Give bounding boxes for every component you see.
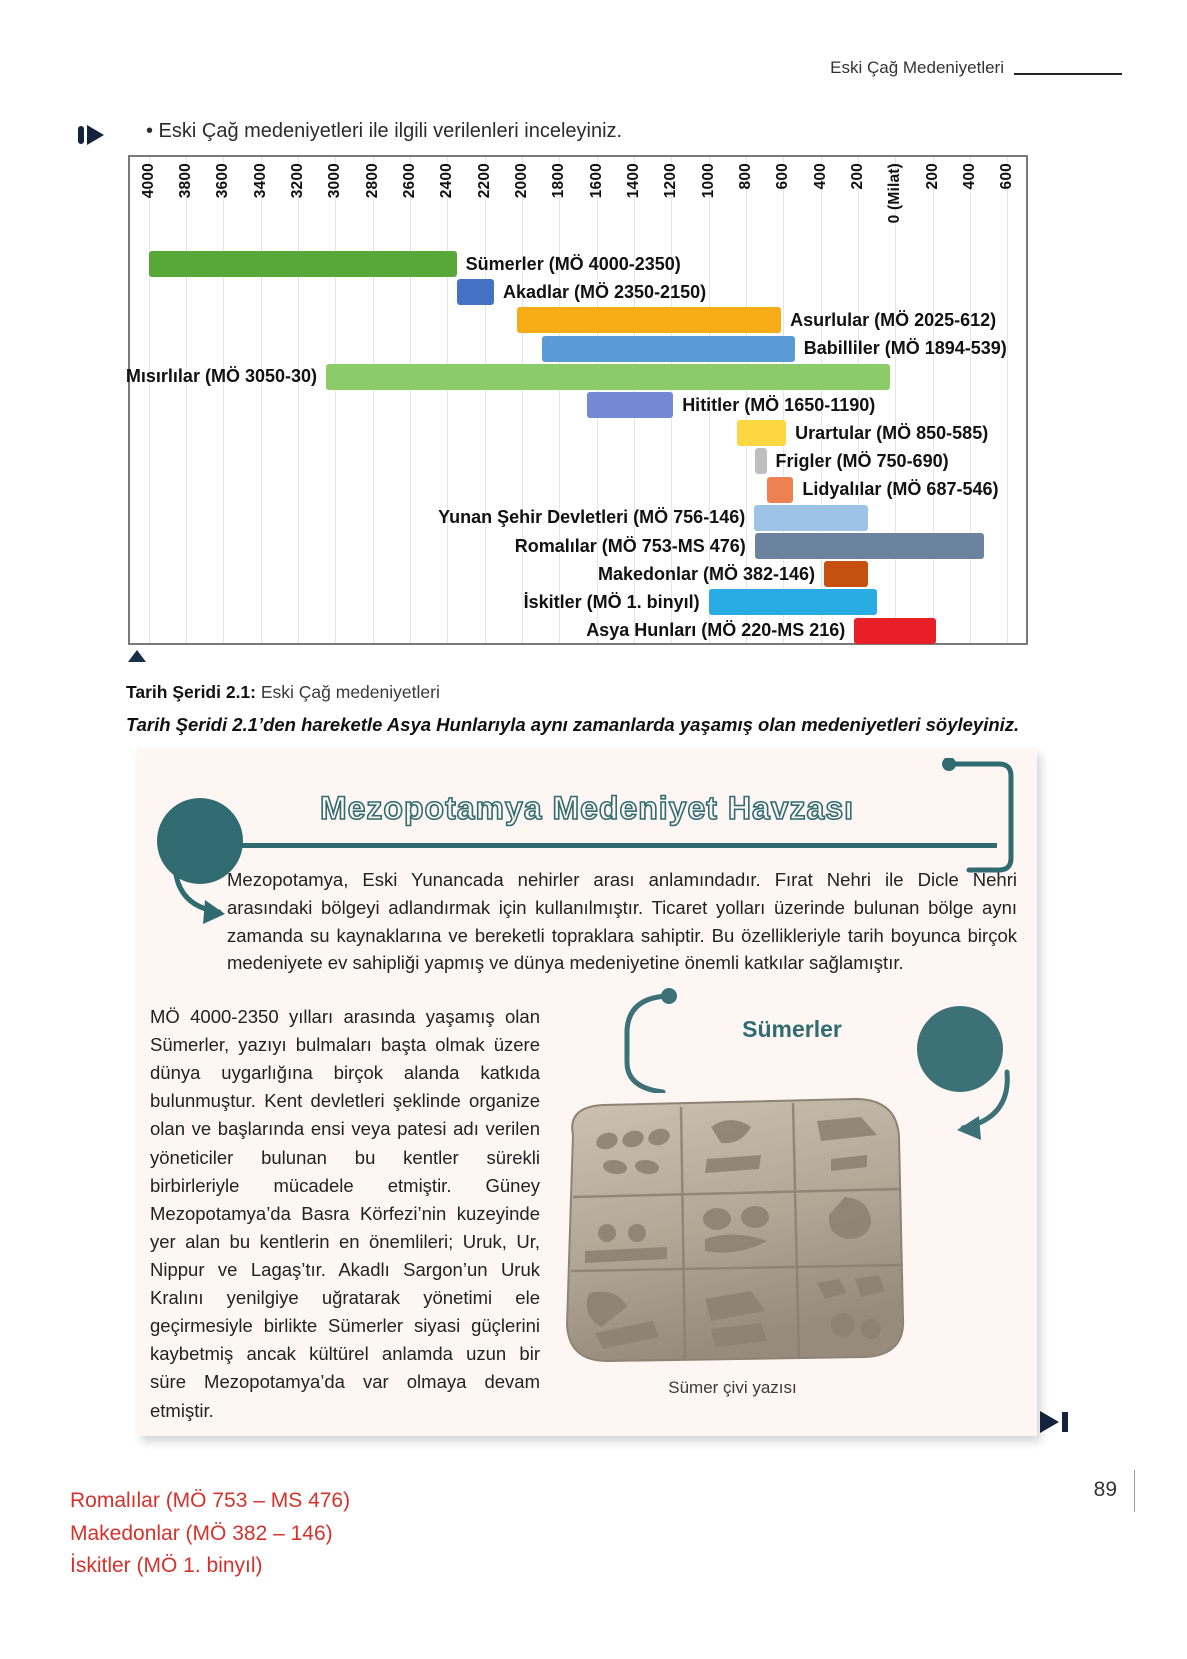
- red-annotation-line: İskitler (MÖ 1. binyıl): [70, 1554, 263, 1578]
- chart-bar-row: [130, 503, 1026, 533]
- axis-tick-label: 3600: [214, 163, 232, 199]
- axis-tick-label: 800: [737, 163, 754, 190]
- chart-bar: [854, 618, 935, 644]
- chart-bar-row: [130, 616, 1026, 646]
- figure-question: Tarih Şeridi 2.1’den hareketle Asya Hunlarıyla aynı zamanlarda yaşamış olan medeniyetleri söyleyiniz.: [126, 714, 1020, 735]
- chart-bar: [457, 279, 494, 305]
- axis-tick-label: 2600: [401, 163, 418, 199]
- chart-bar-row: [130, 587, 1026, 617]
- chart-bar-row: [130, 334, 1026, 364]
- running-head: [830, 58, 1122, 78]
- axis-tick-label: 2400: [438, 163, 456, 199]
- axis-tick-label: 1600: [587, 163, 605, 199]
- figure-caption-text: Eski Çağ medeniyetleri: [256, 682, 440, 702]
- sumerler-label: Sümerler: [742, 1016, 842, 1042]
- red-annotation-line: Makedonlar (MÖ 382 – 146): [70, 1521, 333, 1545]
- chart-bar-label: Frigler (MÖ 750-690): [775, 450, 949, 471]
- chart-bar-row: [130, 559, 1026, 589]
- chart-bar: [824, 561, 868, 587]
- axis-tick-label: 3000: [326, 163, 344, 199]
- chart-bar-row: [130, 305, 1026, 335]
- axis-tick-label: 400: [811, 163, 829, 190]
- chart-bar: [755, 533, 984, 559]
- chart-bar: [149, 251, 457, 277]
- curved-arrow-right-icon: [907, 1066, 1017, 1151]
- axis-tick-label: 1400: [625, 163, 642, 199]
- chart-bar-label: Romalılar (MÖ 753-MS 476): [514, 535, 746, 556]
- chart-bar: [542, 336, 795, 362]
- axis-tick-label: 3400: [251, 163, 269, 199]
- axis-tick-label: 2800: [363, 163, 381, 199]
- timeline-chart: [125, 155, 1028, 645]
- axis-tick-label: 3200: [289, 163, 306, 199]
- page-number: 89: [1093, 1478, 1117, 1501]
- figure-caption-label: Tarih Şeridi 2.1:: [126, 682, 256, 702]
- chart-bar-label: Hititler (MÖ 1650-1190): [682, 394, 876, 415]
- chart-bar-label: Yunan Şehir Devletleri (MÖ 756-146): [438, 507, 746, 528]
- axis-tick-label: 1800: [550, 163, 568, 199]
- axis-tick-label: 600: [998, 163, 1016, 190]
- chart-bar-label: Urartular (MÖ 850-585): [795, 422, 989, 443]
- chart-bar: [517, 307, 781, 333]
- mezopotamya-card: [137, 748, 1037, 1436]
- chart-bar-label: Asurlular (MÖ 2025-612): [790, 309, 997, 330]
- chart-bar-row: [125, 362, 1026, 392]
- card-left-column: MÖ 4000-2350 yılları arasında yaşamış olan Sümerler, yazıyı bulmaları başta olmak üzere dünya uygarlığına birçok alanda katkıda bulunmuştur. Kent devletleri şeklinde organize olan ve başlarında ensi veya patesi adı verilen yöneticiler bulunan bu kentler sürekli birbirleriyle mücadele etmiştir. Güney Mezopotamya’da Basra Körfezi’nin kuzeyinde yer alan bu kentlerin en önemlileri; Uruk, Ur, Nippur ve Lagaş’tır. Akadlı Sargon’un Uruk Kralını yenilgiye uğratarak yönetimi ele geçirmesiyle birlikte Sümerler siyasi güçlerini kaybetmiş ancak kültürel anlamda uzun bir süre Mezopotamya’da var olmaya devam etmiştir.: [150, 1006, 540, 1421]
- chart-bar-label: Mısırlılar (MÖ 3050-30): [125, 366, 317, 387]
- chart-bar-label: Makedonlar (MÖ 382-146): [597, 563, 816, 584]
- bracket-sumerler-icon: [567, 988, 687, 1098]
- chart-bar-label: Babilliler (MÖ 1894-539): [803, 338, 1007, 359]
- chart-bar-row: [130, 249, 1026, 279]
- figure-caption: [126, 682, 440, 703]
- axis-tick-label: 4000: [139, 163, 157, 199]
- chart-bar-label: Lidyalılar (MÖ 687-546): [802, 479, 999, 500]
- axis-tick-label: 600: [774, 163, 792, 190]
- chart-bar: [755, 448, 767, 474]
- title-underline: [237, 843, 997, 848]
- chart-bar: [754, 505, 868, 531]
- axis-tick-label: 0 (Milat): [886, 163, 904, 224]
- chart-axis-ticks: [130, 157, 1026, 249]
- activity-prompt: [78, 120, 622, 146]
- tablet-caption: Sümer çivi yazısı: [668, 1378, 797, 1397]
- chart-bar: [326, 364, 890, 390]
- play-arrow-icon: [78, 124, 112, 146]
- chart-bar: [767, 477, 793, 503]
- cuneiform-tablet-image: [555, 1093, 910, 1365]
- chart-bar-row: [130, 390, 1026, 420]
- axis-tick-label: 200: [923, 163, 941, 190]
- chart-bar-label: Asya Hunları (MÖ 220-MS 216): [586, 620, 846, 641]
- chart-bar: [709, 589, 877, 615]
- chart-bar-row: [130, 531, 1026, 561]
- axis-tick-label: 3800: [177, 163, 194, 199]
- chart-bar-label: İskitler (MÖ 1. binyıl): [523, 591, 700, 612]
- card-paragraph: Mezopotamya, Eski Yunancada nehirler arası anlamındadır. Fırat Nehri ile Dicle Nehri arasındaki bölgeyi adlandırmak için kullanılmıştır. Ticaret yolları üzerinde bulunan bölge aynı zamanda su kaynaklarına ve bereketli topraklara sahiptir. Bu özellikleriyle tarih boyunca birçok medeniyete ev sahipliği yapmış ve dünya medeniyetine önemli katkılar sağlamıştır.: [227, 869, 1017, 974]
- play-marker-icon: [1040, 1410, 1074, 1434]
- chart-bar: [737, 420, 786, 446]
- chart-bar-label: Sümerler (MÖ 4000-2350): [465, 253, 681, 274]
- chart-bars: [125, 249, 1026, 641]
- chart-bar-row: [130, 418, 1026, 448]
- red-annotation-line: Romalılar (MÖ 753 – MS 476): [70, 1489, 351, 1512]
- axis-tick-label: 1000: [699, 163, 717, 199]
- caret-up-icon: [128, 650, 146, 662]
- axis-tick-label: 200: [849, 163, 866, 190]
- chart-bar-label: Akadlar (MÖ 2350-2150): [503, 281, 707, 302]
- running-head-title: Eski Çağ Medeniyetleri: [830, 58, 1004, 77]
- axis-tick-label: 2000: [513, 163, 530, 199]
- chart-bar: [587, 392, 673, 418]
- axis-tick-label: 2200: [475, 163, 493, 199]
- chart-bar-row: [130, 277, 1026, 307]
- card-title: Mezopotamya Medeniyet Havzası: [319, 790, 855, 826]
- activity-prompt-text: • Eski Çağ medeniyetleri ile ilgili verilenleri inceleyiniz.: [146, 120, 623, 142]
- chart-bar-row: [130, 446, 1026, 476]
- running-head-rule: [1014, 73, 1122, 75]
- page-number-rule: [1134, 1470, 1136, 1512]
- chart-bar-row: [130, 475, 1026, 505]
- red-annotation: [70, 1485, 350, 1583]
- axis-tick-label: 1200: [662, 163, 680, 199]
- axis-tick-label: 400: [961, 163, 978, 190]
